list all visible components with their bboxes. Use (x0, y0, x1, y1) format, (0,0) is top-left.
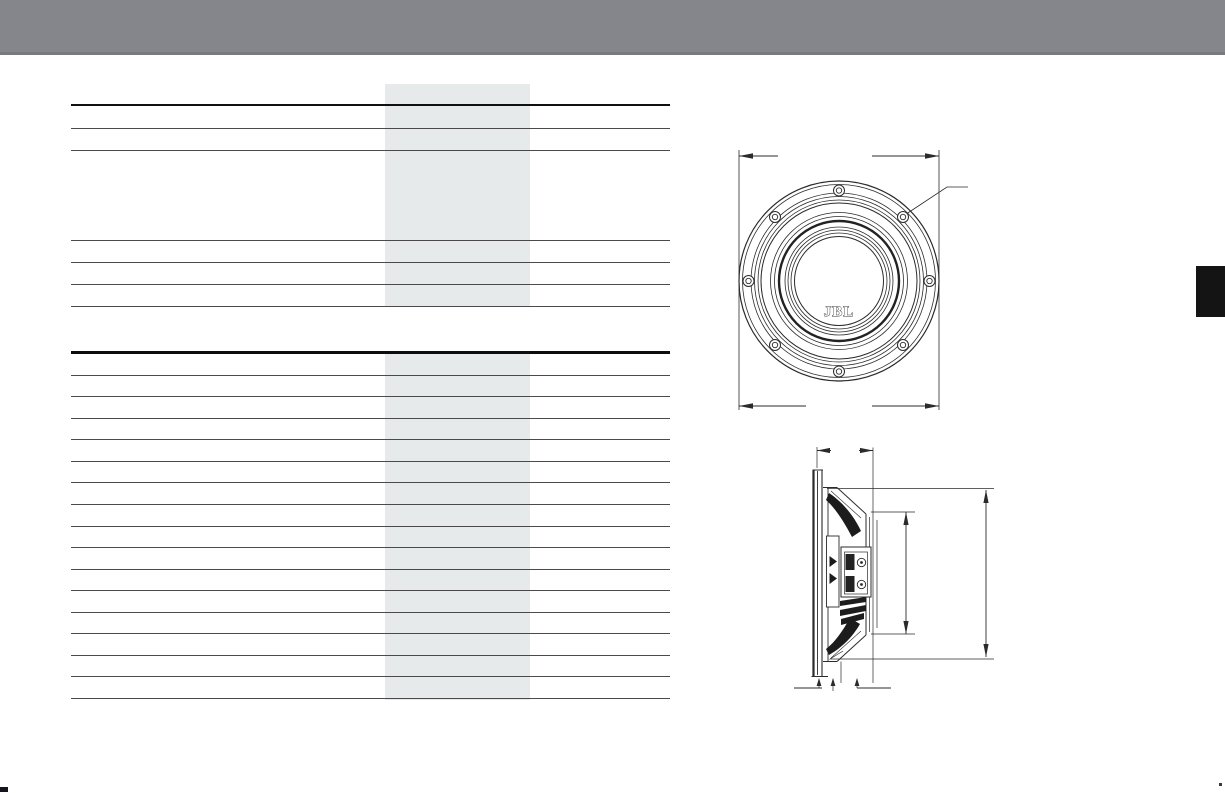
table-row (71, 440, 670, 462)
table-row (71, 129, 670, 151)
table-row (71, 241, 670, 263)
spec-table-bottom (71, 351, 670, 699)
table-row (71, 527, 670, 549)
speaker-rings (739, 181, 939, 381)
table-row (71, 656, 670, 678)
mounting-screw-icon (834, 185, 845, 196)
mounting-screw-icon (770, 340, 781, 351)
speaker-front-view-drawing (690, 145, 1010, 430)
header-bar (0, 0, 1225, 55)
table-row (71, 354, 670, 376)
mounting-screw-icon (924, 276, 935, 287)
jbl-logo-text: JBL (823, 304, 855, 320)
screw-callout-leader-line (907, 187, 968, 214)
page-corner-mark-right (1219, 783, 1222, 786)
table-row (71, 106, 670, 129)
mounting-screw-icon (743, 276, 754, 287)
section-tab (1196, 266, 1225, 317)
table-row (71, 634, 670, 656)
table-row (71, 591, 670, 613)
table-row (71, 376, 670, 398)
table-row (71, 462, 670, 484)
mounting-screw-icon (834, 366, 845, 377)
table-row (71, 397, 670, 419)
table-row (71, 151, 670, 241)
table-row (71, 613, 670, 635)
mounting-screws (743, 185, 935, 377)
mounting-screw-icon (770, 212, 781, 223)
speaker-flange (812, 470, 829, 677)
spec-table-top (71, 104, 670, 307)
terminal-block (841, 547, 871, 597)
speaker-side-view-drawing (770, 435, 1012, 725)
table-row (71, 570, 670, 592)
side-dimension-lines (794, 451, 986, 692)
page-corner-mark-left (0, 787, 8, 792)
table-row (71, 263, 670, 285)
mounting-screw-icon (898, 340, 909, 351)
mounting-bracket (827, 536, 840, 607)
table-row (71, 285, 670, 307)
table-row (71, 419, 670, 441)
table-row (71, 483, 670, 505)
table-row (71, 548, 670, 570)
table-row (71, 677, 670, 699)
table-row (71, 505, 670, 527)
